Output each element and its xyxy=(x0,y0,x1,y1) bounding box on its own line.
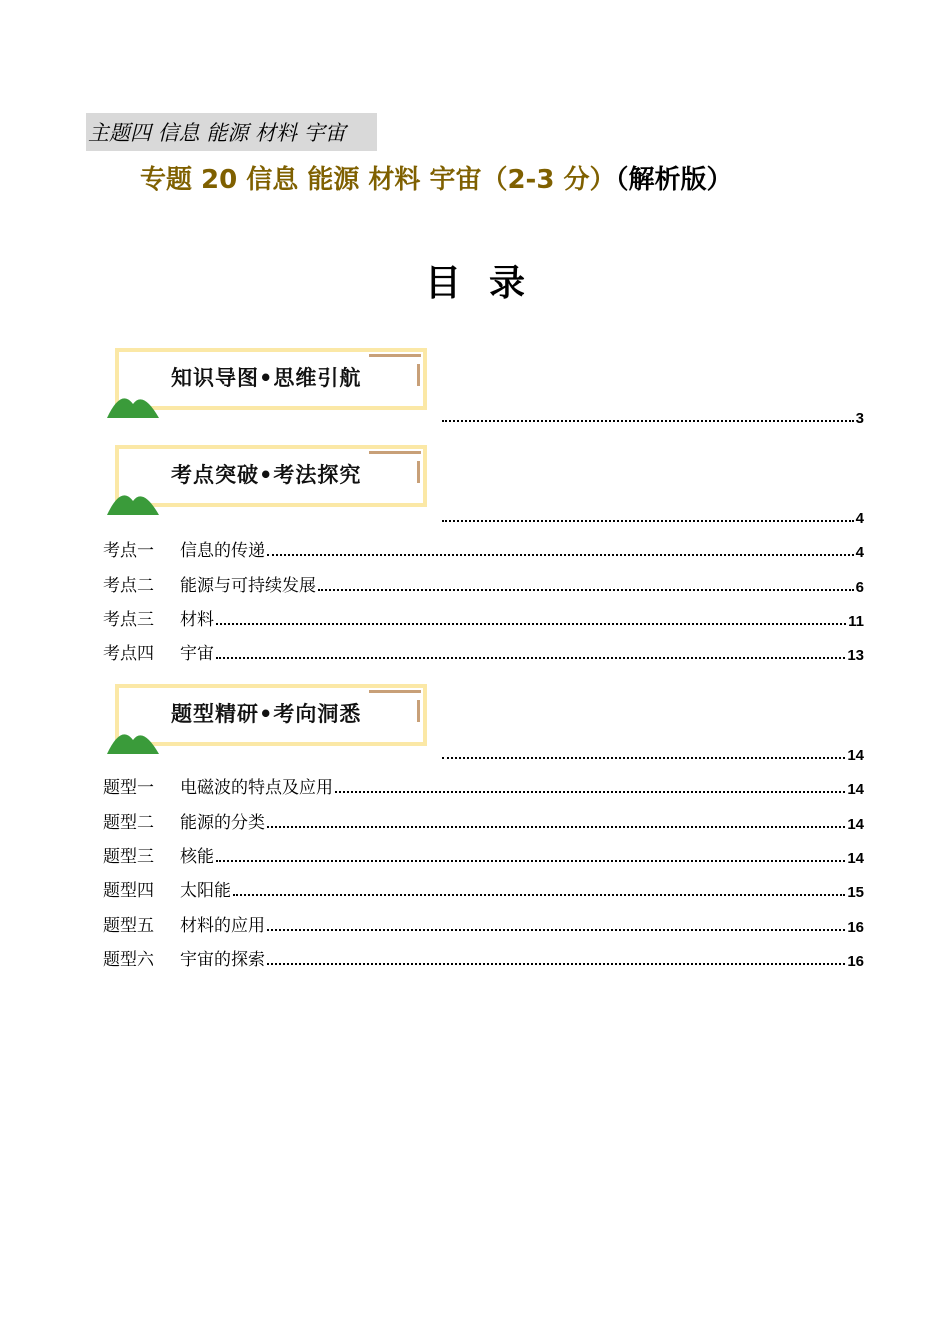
banner-label: 知识导图•思维引航 xyxy=(171,366,362,390)
entry-key: 题型六 xyxy=(103,950,154,970)
page-number: 4 xyxy=(855,510,864,527)
dot-leader xyxy=(216,860,845,862)
dot-leader xyxy=(442,757,845,759)
page-number: 3 xyxy=(855,410,864,427)
toc-entry[interactable] xyxy=(103,608,864,630)
page-number: 11 xyxy=(848,613,864,630)
mountain-icon xyxy=(105,384,165,420)
entry-name: 材料 xyxy=(180,610,214,630)
mountain-icon xyxy=(105,481,165,517)
entry-name: 材料的应用 xyxy=(180,916,265,936)
entry-key: 题型三 xyxy=(103,847,154,867)
entry-name: 能源的分类 xyxy=(180,813,265,833)
entry-key: 考点三 xyxy=(103,610,154,630)
toc-entry[interactable] xyxy=(103,776,864,798)
section-banner-mindmap[interactable] xyxy=(105,348,435,426)
page-number: 14 xyxy=(847,781,864,798)
entry-key: 题型一 xyxy=(103,778,154,798)
entry-key: 题型二 xyxy=(103,813,154,833)
dot-leader xyxy=(442,520,854,522)
entry-name: 核能 xyxy=(180,847,214,867)
entry-name: 太阳能 xyxy=(180,881,231,901)
page-number: 15 xyxy=(847,884,864,901)
page-number: 6 xyxy=(855,579,864,596)
page-number: 14 xyxy=(847,747,864,764)
toc-entry[interactable] xyxy=(103,539,864,561)
toc-entry[interactable] xyxy=(103,574,864,596)
entry-name: 能源与可持续发展 xyxy=(180,576,316,596)
toc-entry[interactable] xyxy=(103,914,864,936)
entry-key: 考点四 xyxy=(103,644,154,664)
dot-leader xyxy=(335,791,845,793)
section-banner-tixing[interactable] xyxy=(105,684,435,762)
dot-leader xyxy=(216,657,845,659)
entry-name: 电磁波的特点及应用 xyxy=(180,778,333,798)
toc-row-section-1[interactable] xyxy=(440,405,864,427)
banner-label: 题型精研•考向洞悉 xyxy=(171,702,362,726)
entry-name: 宇宙 xyxy=(180,644,214,664)
dot-leader xyxy=(216,623,846,625)
page-number: 16 xyxy=(847,919,864,936)
page-number: 14 xyxy=(847,816,864,833)
toc-entry[interactable] xyxy=(103,811,864,833)
title-suffix: （解析版） xyxy=(615,165,733,195)
theme-tag: 主题四 信息 能源 材料 宇宙 xyxy=(86,113,377,151)
dot-leader xyxy=(318,589,854,591)
dot-leader xyxy=(267,963,845,965)
section-banner-kaodian[interactable] xyxy=(105,445,435,523)
page-number: 16 xyxy=(847,953,864,970)
toc-heading: 目录 xyxy=(424,262,553,304)
toc-entry[interactable] xyxy=(103,879,864,901)
dot-leader xyxy=(233,894,845,896)
toc-row-section-3[interactable] xyxy=(440,742,864,764)
entry-key: 题型四 xyxy=(103,881,154,901)
entry-key: 题型五 xyxy=(103,916,154,936)
entry-name: 宇宙的探索 xyxy=(180,950,265,970)
entry-key: 考点二 xyxy=(103,576,154,596)
page-number: 13 xyxy=(847,647,864,664)
toc-row-section-2[interactable] xyxy=(440,505,864,527)
dot-leader xyxy=(267,929,845,931)
banner-label: 考点突破•考法探究 xyxy=(171,463,362,487)
entry-key: 考点一 xyxy=(103,541,154,561)
toc-entry[interactable] xyxy=(103,845,864,867)
dot-leader xyxy=(267,554,854,556)
dot-leader xyxy=(442,420,854,422)
dot-leader xyxy=(267,826,845,828)
title-main: 专题 20 信息 能源 材料 宇宙（2-3 分） xyxy=(140,165,616,195)
entry-name: 信息的传递 xyxy=(180,541,265,561)
page-number: 14 xyxy=(847,850,864,867)
toc-entry[interactable] xyxy=(103,642,864,664)
mountain-icon xyxy=(105,720,165,756)
page-number: 4 xyxy=(855,544,864,561)
toc-entry[interactable] xyxy=(103,948,864,970)
document-title xyxy=(140,160,732,200)
